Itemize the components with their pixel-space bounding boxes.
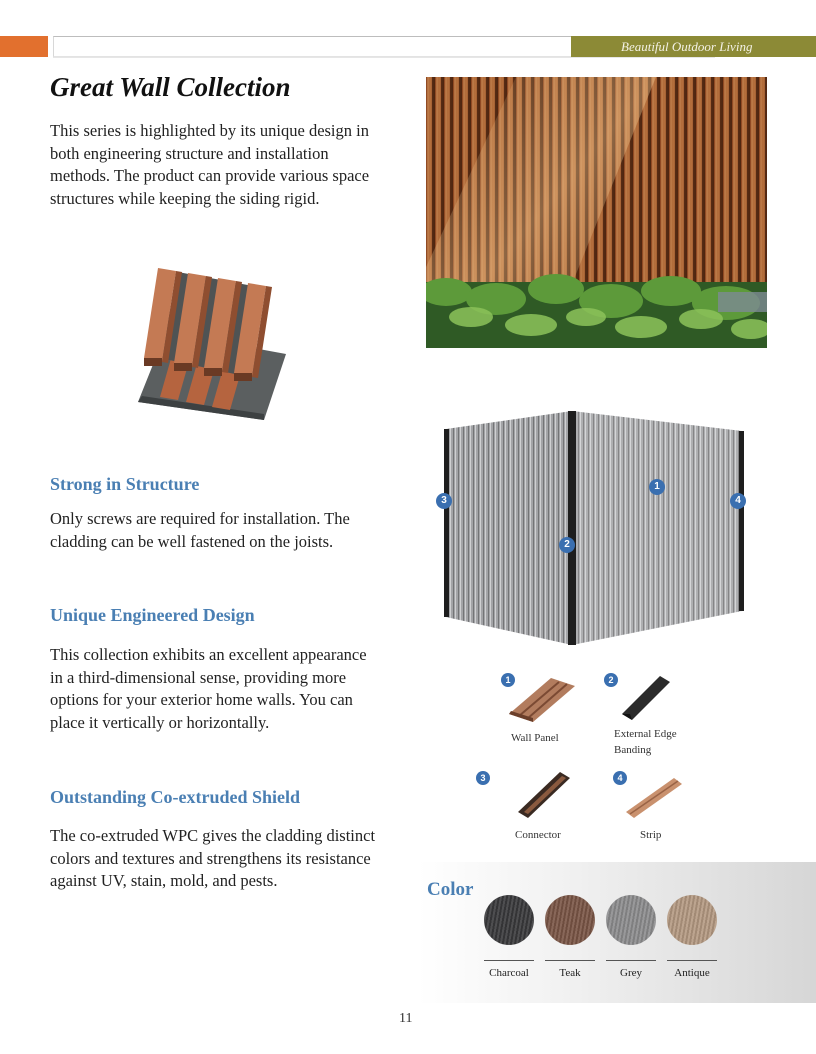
- teak-swatch: [545, 895, 595, 945]
- charcoal-label: Charcoal: [489, 967, 529, 979]
- part-1-badge: 1: [501, 673, 515, 687]
- grey-underline: [606, 960, 656, 961]
- part-2-badge: 2: [604, 673, 618, 687]
- antique-underline: [667, 960, 717, 961]
- header-orange-tab: [0, 36, 48, 57]
- part-2-label-line1: External Edge: [614, 728, 677, 740]
- antique-swatch: [667, 895, 717, 945]
- part-3-label: Connector: [515, 829, 561, 841]
- teak-label: Teak: [559, 967, 581, 979]
- page-number: 11: [399, 1011, 413, 1026]
- page-title: Great Wall Collection: [50, 72, 291, 102]
- header-tagline: Beautiful Outdoor Living: [571, 36, 816, 57]
- section-3-heading: Outstanding Co-extruded Shield: [50, 787, 301, 807]
- color-title: Color: [427, 879, 474, 900]
- grey-label: Grey: [620, 967, 642, 979]
- charcoal-underline: [484, 960, 534, 961]
- part-4-label: Strip: [640, 829, 662, 841]
- marker-1-badge: 1: [649, 479, 665, 495]
- part-2-label-line2: Banding: [614, 744, 652, 756]
- wall-panel-part-image: [505, 674, 577, 722]
- header-rule: [53, 36, 573, 57]
- section-1-body: Only screws are required for installation. The cladding can be well fastened on the joists.: [50, 509, 350, 551]
- wall-panel-product-image: [138, 262, 290, 420]
- section-2-heading: Unique Engineered Design: [50, 605, 255, 625]
- intro-paragraph: This series is highlighted by its unique design in both engineering structure and installation methods. The product can provide various space structures while keeping the siding rigid.: [50, 121, 370, 208]
- marker-2-badge: 2: [559, 537, 575, 553]
- connector-part-image: [516, 770, 572, 820]
- part-3-badge: 3: [476, 771, 490, 785]
- installed-wall-photo: [426, 77, 767, 348]
- part-1-label: Wall Panel: [511, 732, 559, 744]
- section-2-body: This collection exhibits an excellent appearance in a third-dimensional sense, providing more options for your exterior home walls. You can place it vertically or horizontally.: [50, 645, 367, 732]
- marker-4-badge: 4: [730, 493, 746, 509]
- corner-wall-diagram: [430, 405, 760, 645]
- header-divider: [53, 57, 715, 58]
- marker-3-badge: 3: [436, 493, 452, 509]
- grey-swatch: [606, 895, 656, 945]
- antique-label: Antique: [674, 967, 710, 979]
- part-4-badge: 4: [613, 771, 627, 785]
- teak-underline: [545, 960, 595, 961]
- edge-banding-part-image: [620, 674, 672, 722]
- section-1-heading: Strong in Structure: [50, 474, 200, 494]
- charcoal-swatch: [484, 895, 534, 945]
- section-3-body: The co-extruded WPC gives the cladding distinct colors and textures and strengthens its resistance against UV, stain, mold, and pests.: [50, 826, 376, 891]
- strip-part-image: [624, 776, 684, 820]
